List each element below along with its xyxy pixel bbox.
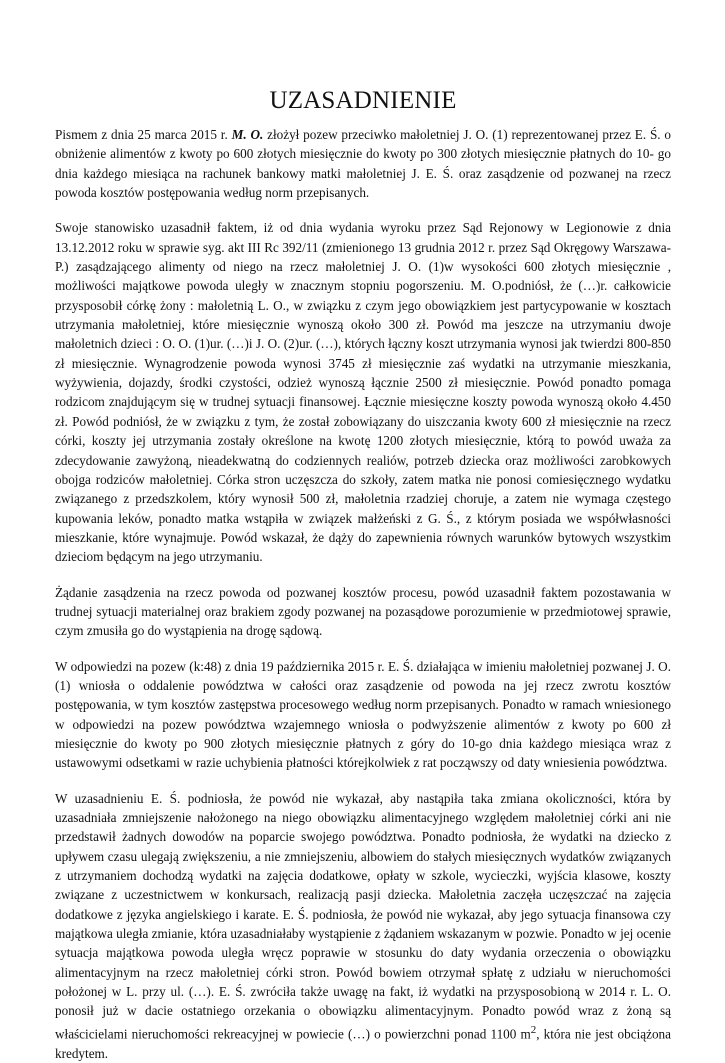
superscript-2: 2 [530,1023,537,1036]
paragraph-5-tail: , która nie jest obciążona kredytem. [55,1026,672,1061]
paragraph-4: W odpowiedzi na pozew (k:48) z dnia 19 października 2015 r. E. Ś. działająca w imieniu małoletniej pozwanej J. O. (1) wniosła o oddalenie powództwa w całości oraz zasądzenie od powoda na jej rzecz zwrotu kosztów postępowania, w tym kosztów zastępstwa procesowego według norm przepisanych. Ponadto w ramach wniesionego w odpowiedzi na pozew powództwa wzajemnego wniosła o podwyższenie alimentów z kwoty po 600 zł miesięcznie do kwoty po 900 złotych miesięcznie płatnych z góry do 10-go dnia każdego miesiąca wraz z ustawowymi odsetkami w razie uchybienia płatności którejkolwiek z rat począwszy od daty wniesienia powództwa. [55,658,671,771]
paragraph-5 [55,789,671,1063]
paragraph-1 [55,125,671,202]
document-title: UZASADNIENIE [269,87,457,114]
paragraph-3: Żądanie zasądzenia na rzecz powoda od pozwanej kosztów procesu, powód uzasadnił faktem pozostawania w trudnej sytuacji materialnej oraz brakiem zgody pozwanej na pozasądowe porozumienie w przedmiotowej sprawie, czym zmusiła go do wystąpienia na drogę sądową. [55,584,671,639]
paragraph-5-text: W uzasadnieniu E. Ś. podniosła, że powód nie wykazał, aby nastąpiła taka zmiana okoliczności, która by uzasadniała zmniejszenie nałożonego na niego obowiązku alimentacyjnego względem małoletniej córki ani nie przedstawił żadnych dowodów na poparcie swojego powództwa. Ponadto podniosła, że wydatki na dziecko z upływem czasu ulegają zwiększeniu, a nie zmniejszeniu, albowiem do stałych miesięcznych wydatków związanych z utrzymaniem dochodzą wydatki na zajęcia dodatkowe, opłaty w szkole, wycieczki, wyjścia klasowe, koszty związane z uczestnictwem w konkursach, realizacją pasji dziecka. Małoletnia zaczęła uczęszczać na zajęcia dodatkowe z języka angielskiego i karate. E. Ś. podniosła, że powód nie wykazał, aby jego sytuacja finansowa czy majątkowa uległa zmianie, która uzasadniałaby wystąpienie z żądaniem wskazanym w pozwie. Ponadto w jej ocenie sytuacja majątkowa powoda uległa wręcz poprawie w stosunku do daty wydania orzeczenia o obowiązku alimentacyjnym na rzecz małoletniej córki stron. Powód bowiem otrzymał spłatę z udziału w nieruchomości położonej w L. przy ul. (…). E. Ś. zwróciła także uwagę na fakt, iż wydatki na przysposobioną w 2014 r. L. O. ponosił już w dacie ostatniego orzekania o obowiązku alimentacyjnym. Ponadto powód wraz z żoną są właścicielami nieruchomości rekreacyjnej w powiecie (…) o powierzchni ponad 1100 m [55,790,671,1042]
plaintiff-name: M. O. [231,127,264,142]
paragraph-2: Swoje stanowisko uzasadnił faktem, iż od dnia wydania wyroku przez Sąd Rejonowy w Legionowie z dnia 13.12.2012 roku w sprawie syg. akt III Rc 392/11 (zmienionego 13 grudnia 2012 r. przez Sąd Okręgowy Warszawa- P.) zasądzającego alimenty od niego na rzecz małoletniej J. O. (1)w wysokości 600 złotych miesięcznie , możliwości majątkowe powoda uległy w znacznym stopniu pogorszeniu. M. O.podniósł, że (…)r. całkowicie przysposobił córkę żony : małoletnią L. O., w związku z czym jego obowiązkiem jest partycypowanie w kosztach utrzymania małoletniej, które miesięcznie wynoszą około 300 zł. Powód ma jeszcze na utrzymaniu dwoje małoletnich dzieci : O. O. (1)ur. (…)i J. O. (2)ur. (…), których łączny koszt utrzymania wynosi jak twierdzi 800-850 zł miesięcznie. Wynagrodzenie powoda wynosi 3745 zł miesięcznie zaś wydatki na utrzymanie mieszkania, wyżywienia, dojazdy, środki czystości, odzież wynoszą łącznie 2500 zł miesięcznie. Powód ponadto pomaga rodzicom znajdującym się w trudnej sytuacji finansowej. Łącznie miesięczne koszty powoda wynoszą około 4.450 zł. Powód podniósł, że w związku z tym, że został zobowiązany do uiszczania kwoty 600 zł miesięcznie na rzecz córki, koszty jej utrzymania zostały określone na kwotę 1200 złotych miesięcznie, którą to powód uważa za zdecydowanie zawyżoną, nieadekwatną do codziennych realiów, potrzeb dziecka oraz możliwości zarobkowych obojga rodziców małoletniej. Córka stron uczęszcza do szkoły, zatem matka nie ponosi comiesięcznego wydatku związanego z przedszkolem, który wynosił 500 zł, małoletnia rzadziej choruje, a zatem nie wymaga częstego kupowania leków, ponadto matka wstąpiła w związek małżeński z G. Ś., z którym posiada we współwłasności mieszkanie, które wynajmuje. Powód wskazał, że dąży do zapewnienia równych warunków bytowych wszystkim dzieciom będącym na jego utrzymaniu. [55,220,671,565]
paragraph-1-intro: Pismem z dnia 25 marca 2015 r. [55,127,232,142]
paragraph-1-rest: złożył pozew przeciwko małoletniej J. O. (1) reprezentowanej przez E. Ś. o obniżenie alimentów z kwoty po 600 złotych miesięcznie do kwoty po 300 złotych miesięcznie płatnych do 10- go dnia każdego miesiąca na rachunek bankowy matki małoletniej J. E. Ś. oraz zasądzenie od pozwanej na rzecz powoda kosztów postępowania według norm przepisanych. [55,127,672,201]
